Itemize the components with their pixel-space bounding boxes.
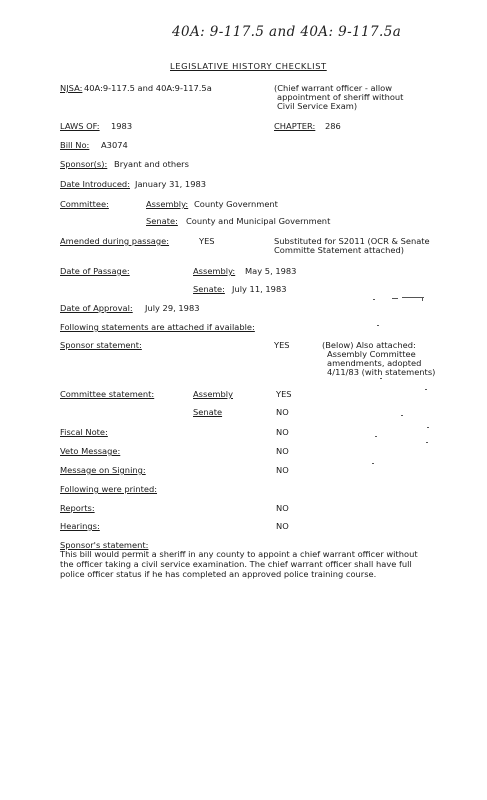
laws-of-label: LAWS OF: [60, 121, 100, 131]
amended-note-line-1: Substituted for S2011 (OCR & Senate [274, 236, 430, 246]
message-on-signing-value: NO [276, 465, 289, 475]
committee-senate-value: County and Municipal Government [186, 216, 331, 226]
statement-line-3: police officer status if he has completed an approved police training course. [60, 569, 377, 579]
njsa-label: NJSA: [60, 83, 83, 93]
following-printed-heading: Following were printed: [60, 484, 158, 494]
hearings-label: Hearings: [60, 521, 100, 531]
bill-no-label: Bill No: [60, 140, 90, 150]
date-introduced-label: Date Introduced: [60, 179, 130, 189]
committee-assembly-label: Assembly: [146, 199, 189, 209]
hearings-value: NO [276, 521, 289, 531]
bill-no-value: A3074 [101, 140, 128, 150]
statement-line-2: the officer taking a civil service examination. The chief warrant officer shall have full [60, 559, 412, 569]
fiscal-note-value: NO [276, 427, 289, 437]
date-of-passage-label: Date of Passage: [60, 266, 130, 276]
reports-label: Reports: [60, 503, 95, 513]
statement-line-1: This bill would permit a sheriff in any county to appoint a chief warrant officer without [60, 549, 418, 559]
message-on-signing-label: Message on Signing: [60, 465, 146, 475]
njsa-note-line-2: appointment of sheriff without [277, 92, 404, 102]
fiscal-note-label: Fiscal Note: [60, 427, 108, 437]
chapter-value: 286 [325, 121, 341, 131]
sponsor-statement-value: YES [274, 340, 290, 350]
date-of-approval-label: Date of Approval: [60, 303, 133, 313]
date-of-approval-value: July 29, 1983 [145, 303, 200, 313]
sponsor-statement-label: Sponsor statement: [60, 340, 142, 350]
chapter-label: CHAPTER: [274, 121, 316, 131]
njsa-note-line-3: Civil Service Exam) [277, 101, 358, 111]
committee-statement-senate-label: Senate [193, 407, 223, 417]
passage-senate-label: Senate: [193, 284, 225, 294]
sponsors-value: Bryant and others [114, 159, 189, 169]
veto-message-value: NO [276, 446, 289, 456]
committee-assembly-value: County Government [194, 199, 278, 209]
committee-statement-assembly-label: Assembly [193, 389, 233, 399]
sponsor-statement-note-line-3: amendments, adopted [327, 358, 422, 368]
njsa-value: 40A:9-117.5 and 40A:9-117.5a [84, 83, 212, 93]
sponsors-label: Sponsor(s): [60, 159, 108, 169]
committee-label: Committee: [60, 199, 109, 209]
veto-message-label: Veto Message: [60, 446, 121, 456]
passage-senate-value: July 11, 1983 [232, 284, 287, 294]
njsa-note-line-1: (Chief warrant officer - allow [274, 83, 393, 93]
sponsor-statement-note-line-4: 4/11/83 (with statements) [327, 367, 436, 377]
passage-assembly-label: Assembly: [193, 266, 236, 276]
following-attached-heading: Following statements are attached if available: [60, 322, 255, 332]
date-introduced-value: January 31, 1983 [135, 179, 207, 189]
amended-value: YES [199, 236, 215, 246]
amended-label: Amended during passage: [60, 236, 170, 246]
amended-note-line-2: Committe Statement attached) [274, 245, 404, 255]
sponsor-statement-note-line-2: Assembly Committee [327, 349, 416, 359]
committee-statement-senate-value: NO [276, 407, 289, 417]
statement-heading: Sponsor's statement: [60, 540, 149, 550]
reports-value: NO [276, 503, 289, 513]
committee-statement-label: Committee statement: [60, 389, 155, 399]
sponsor-statement-note-line-1: (Below) Also attached: [322, 340, 416, 350]
laws-of-value: 1983 [111, 121, 133, 131]
committee-statement-assembly-value: YES [276, 389, 292, 399]
committee-senate-label: Senate: [146, 216, 178, 226]
handwritten-statute-note: 40A: 9-117.5 and 40A: 9-117.5a [172, 24, 402, 40]
passage-assembly-value: May 5, 1983 [245, 266, 297, 276]
document-title: LEGISLATIVE HISTORY CHECKLIST [170, 61, 327, 71]
